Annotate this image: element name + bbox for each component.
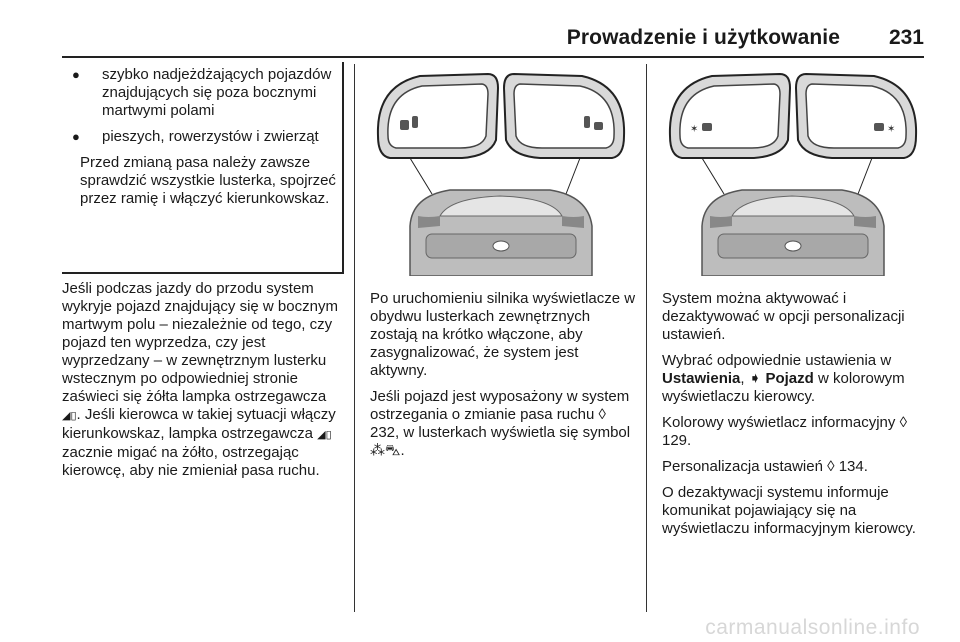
right-p2-part1: Wybrać odpowiednie ustawienia w xyxy=(662,352,892,369)
right-p2-part2: w kolorowym wyświetlaczu kierowcy. xyxy=(662,370,905,405)
page-reference: 129 xyxy=(662,432,688,449)
mirror-indicator-figure xyxy=(370,66,632,276)
page-reference: 134 xyxy=(838,458,864,475)
car-rear-illustration xyxy=(410,190,592,276)
vehicle-menu-label: Pojazd xyxy=(765,370,814,387)
bullet-text: szybko nadjeżdżających pojazdów znajdujących się poza bocznymi martwymi polami xyxy=(102,66,332,119)
bullet-item xyxy=(72,128,336,146)
page-number: 231 xyxy=(888,26,924,49)
middle-p2-part2: , w lusterkach wyświetla się symbol xyxy=(395,424,631,441)
right-paragraph-4 xyxy=(662,458,928,476)
right-paragraph-3 xyxy=(662,414,928,450)
left-paragraph xyxy=(62,280,346,480)
left-mirror-illustration xyxy=(670,74,790,158)
bullet-item xyxy=(72,66,336,120)
right-p4-end: . xyxy=(863,458,868,475)
middle-paragraph-1: Po uruchomieniu silnika wyświetlacze w obydwu lusterkach zewnętrznych zostają na krótko włączone, aby zasygnalizować, że system jest aktywny. xyxy=(370,290,636,379)
column-divider-2 xyxy=(646,64,647,612)
right-paragraph-2 xyxy=(662,352,928,406)
bullet-list xyxy=(72,66,336,146)
bullet-text: pieszych, rowerzystów i zwierząt xyxy=(102,128,319,145)
left-column-text xyxy=(62,280,346,488)
middle-p2-part1: Jeśli pojazd jest wyposażony w system ostrzegania o zmianie pasa ruchu xyxy=(370,388,630,423)
page-reference: 232 xyxy=(370,424,396,441)
svg-text:✶: ✶ xyxy=(690,124,699,135)
page-reference-icon: ◊ xyxy=(899,414,907,431)
mirror-symbol-figure xyxy=(662,66,924,276)
left-paragraph-part2: . Jeśli kierowca w takiej sytuacji włączy kierunkowskaz, lampka ostrzegawcza xyxy=(62,406,336,442)
warning-car-icon: ⁂⛍ xyxy=(370,442,401,459)
watermark: carmanualsonline.info xyxy=(705,616,920,639)
middle-paragraph-2 xyxy=(370,388,638,460)
right-paragraph-5: O dezaktywacji systemu informuje komunikat pojawiający się na wyświetlaczu informacyjnym kierowcy. xyxy=(662,484,916,537)
right-p3-part1: Kolorowy wyświetlacz informacyjny xyxy=(662,414,896,431)
right-mirror-illustration xyxy=(796,74,916,158)
right-column-text xyxy=(662,290,928,546)
page-header-title: Prowadzenie i użytkowanie xyxy=(566,26,840,49)
svg-text:✶: ✶ xyxy=(887,124,896,135)
blind-spot-warning-icon: ◢▯ xyxy=(317,429,332,441)
settings-menu-label: Ustawienia xyxy=(662,370,741,387)
right-paragraph-1: System można aktywować i dezaktywować w opcji personalizacji ustawień. xyxy=(662,290,905,343)
left-paragraph-part3: zacznie migać na żółto, ostrzegając kierowcę, aby nie zmieniał pasa ruchu. xyxy=(62,444,320,479)
bullet-icon: ● xyxy=(72,67,80,82)
right-p4-part1: Personalizacja ustawień xyxy=(662,458,823,475)
right-p3-end: . xyxy=(687,432,692,449)
header-rule xyxy=(62,56,924,58)
left-mirror-illustration xyxy=(378,74,498,158)
column-divider-1 xyxy=(354,64,355,612)
blind-spot-warning-icon: ◢▯ xyxy=(62,410,77,422)
arrow-icon: ➧ xyxy=(748,370,762,387)
middle-column-text xyxy=(370,290,638,468)
page-reference-icon: ◊ xyxy=(598,406,606,423)
left-paragraph-part1: Jeśli podczas jazdy do przodu system wykryje pojazd znajdujący się w bocznym martwym polu – niezależnie od tego, czy pojazd ten wyprzedza, czy jest wyprzedzany – w zewnętrznym lusterku wstecznym po odpowiedniej stronie zaświeci się żółta lampka ostrzegawcza xyxy=(62,280,338,405)
car-rear-illustration xyxy=(702,190,884,276)
middle-p2-end: . xyxy=(400,442,405,459)
right-mirror-illustration xyxy=(504,74,624,158)
right-p2-separator: , xyxy=(740,370,745,387)
box-note: Przed zmianą pasa należy zawsze sprawdzić wszystkie lusterka, spojrzeć przez ramię i włączyć kierunkowskaz. xyxy=(80,154,336,207)
bullet-box xyxy=(62,62,344,274)
bullet-icon: ● xyxy=(72,129,80,144)
page-reference-icon: ◊ xyxy=(827,458,835,475)
